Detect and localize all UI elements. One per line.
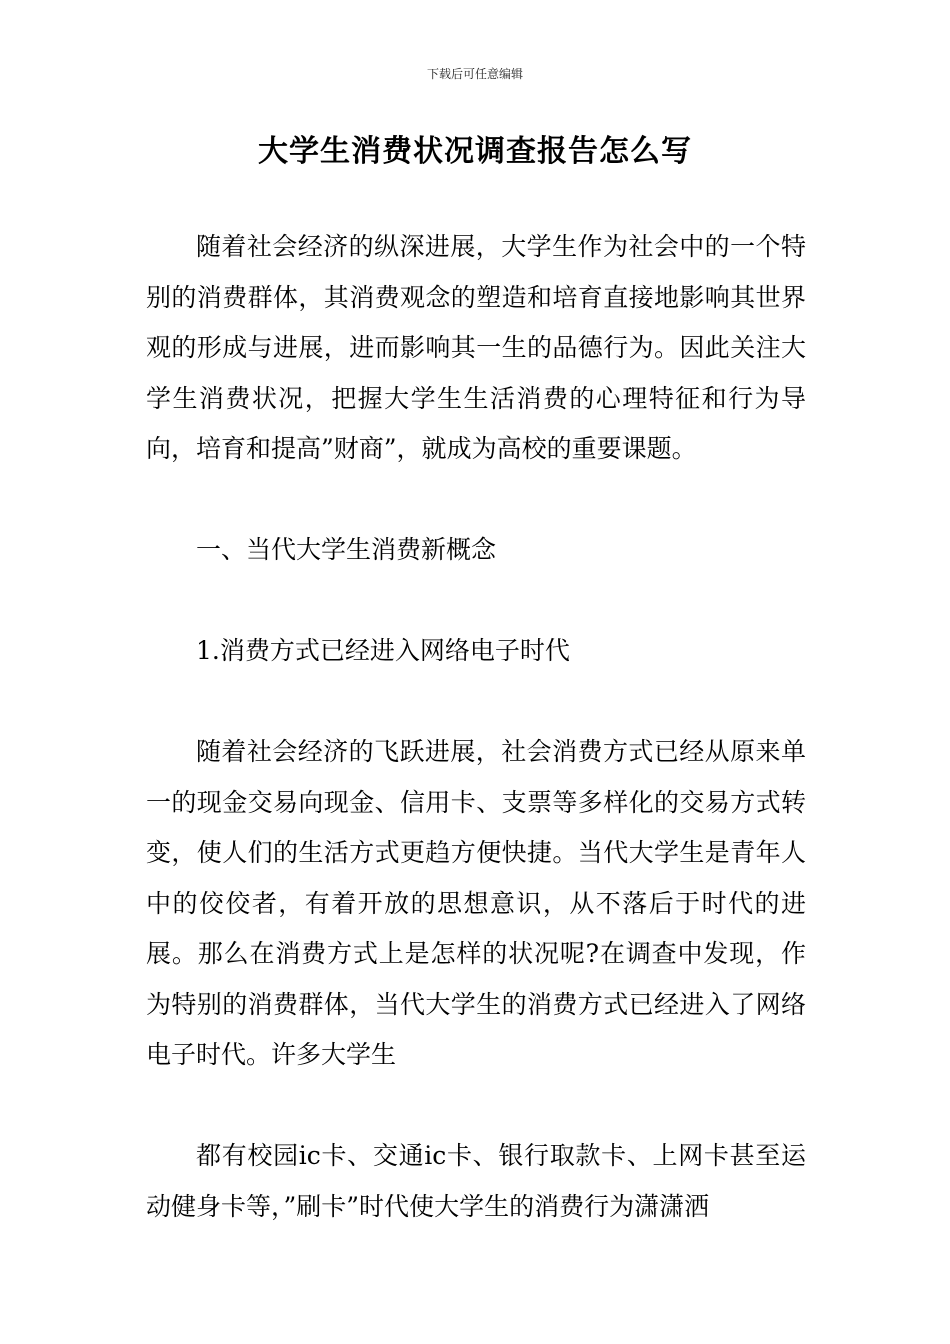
paragraph-gap xyxy=(146,576,806,627)
paragraph-card-usage: 都有校园ic卡、交通ic卡、银行取款卡、上网卡甚至运动健身卡等，”刷卡”时代使大学生的消费行为潇潇洒 xyxy=(146,1141,806,1221)
paragraph-gap xyxy=(146,475,806,526)
document-body xyxy=(146,222,806,1232)
section-heading: 一、当代大学生消费新概念 xyxy=(196,535,497,564)
document-title: 大学生消费状况调查报告怎么写 xyxy=(258,134,692,169)
header-note: 下载后可任意编辑 xyxy=(426,67,523,81)
paragraph-gap xyxy=(146,1081,806,1132)
paragraph-intro: 随着社会经济的纵深进展，大学生作为社会中的一个特别的消费群体，其消费观念的塑造和培育直接地影响其世界观的形成与进展，进而影响其一生的品德行为。因此关注大学生消费状况，把握大学生生活消费的心理特征和行为导向，培育和提高”财商”，就成为高校的重要课题。 xyxy=(146,232,806,463)
subsection-heading: 1.消费方式已经进入网络电子时代 xyxy=(196,636,570,665)
paragraph-consumption-mode: 随着社会经济的飞跃进展，社会消费方式已经从原来单一的现金交易向现金、信用卡、支票等多样化的交易方式转变，使人们的生活方式更趋方便快捷。当代大学生是青年人中的佼佼者，有着开放的思想意识，从不落后于时代的进展。那么在消费方式上是怎样的状况呢?在调查中发现，作为特别的消费群体，当代大学生的消费方式已经进入了网络电子时代。许多大学生 xyxy=(146,737,806,1069)
paragraph-gap xyxy=(146,677,806,728)
